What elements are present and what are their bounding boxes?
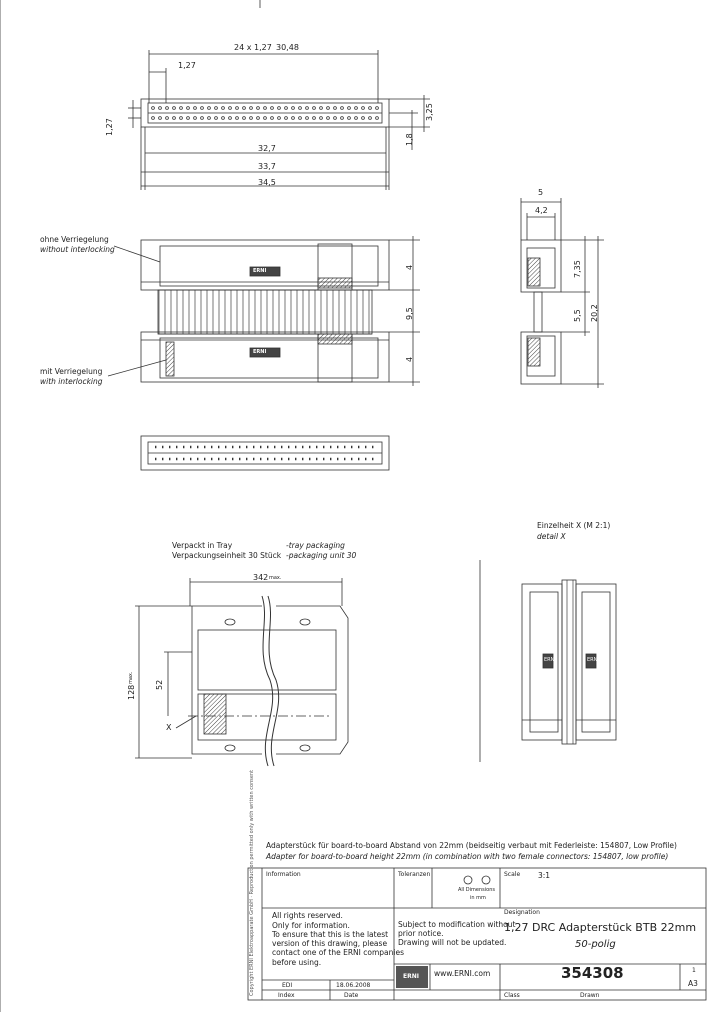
- dim-side-5: 5: [538, 188, 544, 197]
- detail-logo-left: ERNI: [544, 657, 556, 663]
- tb-notice-2: prior notice.: [398, 929, 444, 938]
- tray-title-de-1: Verpackt in Tray: [172, 541, 233, 550]
- tb-rights-1: All rights reserved.: [272, 911, 343, 920]
- erni-logo-lower: ERNI: [253, 349, 267, 355]
- tb-rights-4: version of this drawing, please: [272, 939, 388, 948]
- dim-row-pitch: 1,27: [105, 118, 114, 136]
- description-de: Adapterstück für board-to-board Abstand von 22mm (beidseitig verbaut mit Federleiste: 154807, Low Profile): [266, 841, 677, 850]
- tray-marker-x: X: [166, 723, 172, 732]
- tb-date: 18.06.2008: [336, 982, 371, 989]
- tb-part-number: 354308: [561, 964, 624, 982]
- tb-rights-5: contact one of the ERNI companies: [272, 948, 404, 957]
- tb-sheet: 1: [692, 967, 696, 974]
- label-with-interlock-de: mit Verriegelung: [40, 367, 103, 376]
- label-without-interlock-de: ohne Verriegelung: [40, 235, 109, 244]
- dim-pitch-total: 24 x 1,27: [234, 43, 272, 52]
- tb-rights-3: To ensure that this is the latest: [272, 930, 389, 939]
- tb-designation-label: Designation: [504, 909, 540, 916]
- tb-date-label: Date: [344, 992, 359, 999]
- tray-offset: 52: [155, 679, 164, 690]
- dim-side-202: 20,2: [590, 304, 599, 322]
- tray-height-suffix: max.: [128, 671, 134, 684]
- tb-drawn-label: Drawn: [580, 992, 600, 999]
- bottom-view: [141, 436, 389, 470]
- tb-dimensions-note-2: in mm: [470, 895, 486, 901]
- tb-side-note: Copyright ERNI Elektroapparate GmbH · Reproduction permitted only with written consent: [249, 769, 255, 996]
- dim-front-4-bottom: 4: [405, 356, 414, 362]
- dim-width-345: 34,5: [258, 178, 276, 187]
- tb-website[interactable]: www.ERNI.com: [434, 969, 491, 978]
- tb-notice-3: Drawing will not be updated.: [398, 938, 507, 947]
- tb-scale-value: 3:1: [538, 871, 551, 880]
- detail-title-de: Einzelheit X (M 2:1): [537, 521, 611, 530]
- dim-front-95: 9,5: [405, 307, 414, 320]
- tb-designation-sub: 50-polig: [575, 939, 616, 950]
- dim-side-42: 4,2: [535, 206, 548, 215]
- tray-width: 342: [253, 573, 269, 582]
- tb-rights-6: before using.: [272, 958, 322, 967]
- detail-title-en: detail X: [537, 532, 566, 541]
- tb-dimensions-note-1: All Dimensions: [458, 887, 495, 893]
- tb-index-label: Index: [278, 992, 295, 999]
- description-en: Adapter for board-to-board height 22mm (in combination with two female connectors: 154807, low profile): [266, 852, 669, 861]
- tray-height: 128: [127, 684, 136, 700]
- tb-designation: 1,27 DRC Adapterstück BTB 22mm: [504, 921, 697, 934]
- dim-width-327: 32,7: [258, 144, 276, 153]
- tray-title-en-2: -packaging unit 30: [286, 551, 357, 560]
- label-with-interlock-en: with interlocking: [40, 377, 103, 386]
- dim-height-325: 3,25: [425, 103, 434, 121]
- tb-revision: EDI: [282, 982, 293, 989]
- dim-side-55: 5,5: [573, 309, 582, 322]
- dim-pitch: 1,27: [178, 61, 196, 70]
- dim-front-4-top: 4: [405, 264, 414, 270]
- erni-logo-upper: ERNI: [253, 268, 267, 274]
- tb-information-label: Information: [266, 871, 301, 878]
- tb-erni-logo: ERNI: [403, 973, 419, 980]
- dim-side-735: 7,35: [573, 260, 582, 278]
- tb-scale-label: Scale: [504, 871, 521, 878]
- tb-notice-1: Subject to modification without: [398, 920, 516, 929]
- tb-format: A3: [688, 979, 698, 988]
- tray-width-suffix: max.: [269, 575, 282, 581]
- tb-rights-2: Only for information.: [272, 921, 350, 930]
- top-view: [128, 50, 430, 190]
- detail-logo-right: ERNI: [587, 657, 599, 663]
- tray-title-de-2: Verpackungseinheit 30 Stück: [172, 551, 282, 560]
- tb-class-label: Class: [504, 992, 520, 999]
- dim-pitch-total-value: 30,48: [276, 43, 299, 52]
- side-view: [521, 198, 604, 388]
- dim-width-337: 33,7: [258, 162, 276, 171]
- tb-tolerance-label: Toleranzen: [398, 871, 431, 878]
- label-without-interlock-en: without interlocking: [40, 245, 115, 254]
- front-view: [108, 236, 420, 386]
- tray-title-en-1: -tray packaging: [286, 541, 345, 550]
- dim-height-18: 1,8: [405, 133, 414, 146]
